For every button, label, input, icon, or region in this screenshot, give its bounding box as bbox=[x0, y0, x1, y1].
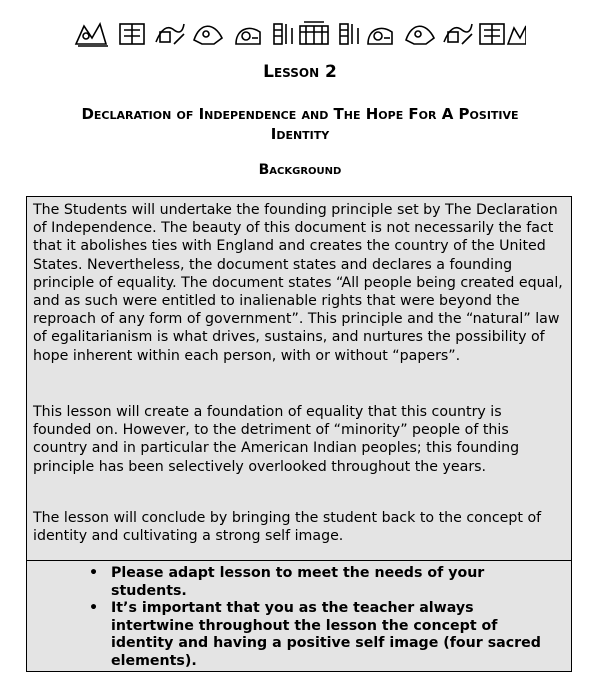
background-paragraph-3: The lesson will conclude by bringing the student back to the concept of identity and cultivating a strong self image. bbox=[33, 510, 542, 545]
background-section-heading: Background bbox=[258, 162, 342, 178]
teacher-notes-list bbox=[27, 565, 571, 670]
teacher-note-item bbox=[27, 600, 571, 670]
background-paragraph-2: This lesson will create a foundation of equality that this country is founded on. However, to the detriment of “minority” people of this country and in particular the American Indian peoples; this founding principle has been selectively overlooked throughout the years. bbox=[33, 404, 520, 475]
lesson-title-line-2: Identity bbox=[270, 125, 330, 143]
bullet-point: • bbox=[89, 565, 99, 581]
bullet-point: • bbox=[89, 600, 99, 616]
decorative-glyph-border-icon bbox=[74, 18, 526, 50]
teacher-note-text: It’s important that you as the teacher always intertwine throughout the lesson the concept of identity and having a positive self image (four sacred elements). bbox=[111, 600, 541, 669]
teacher-note-item bbox=[27, 565, 571, 600]
teacher-note-text: Please adapt lesson to meet the needs of your students. bbox=[111, 565, 485, 599]
background-paragraph-1: The Students will undertake the founding principle set by The Declaration of Independence. The beauty of this document is not necessarily the fact that it abolishes ties with England and creates the country of the United States. Nevertheless, the document states and declares a founding principle of equality. The document states “All people being created equal, and as such were entitled to inalienable rights that were beyond the reproach of any form of government”. This principle and the “natural” law of egalitarianism is what drives, sustains, and nurtures the possibility of hope inherent within each person, with or without “papers”. bbox=[33, 202, 563, 364]
background-content-box bbox=[26, 196, 572, 672]
box-divider bbox=[27, 560, 571, 561]
lesson-title-line-1: Declaration of Independence and The Hope For A Positive bbox=[81, 105, 519, 123]
lesson-number-heading: Lesson 2 bbox=[263, 62, 337, 82]
